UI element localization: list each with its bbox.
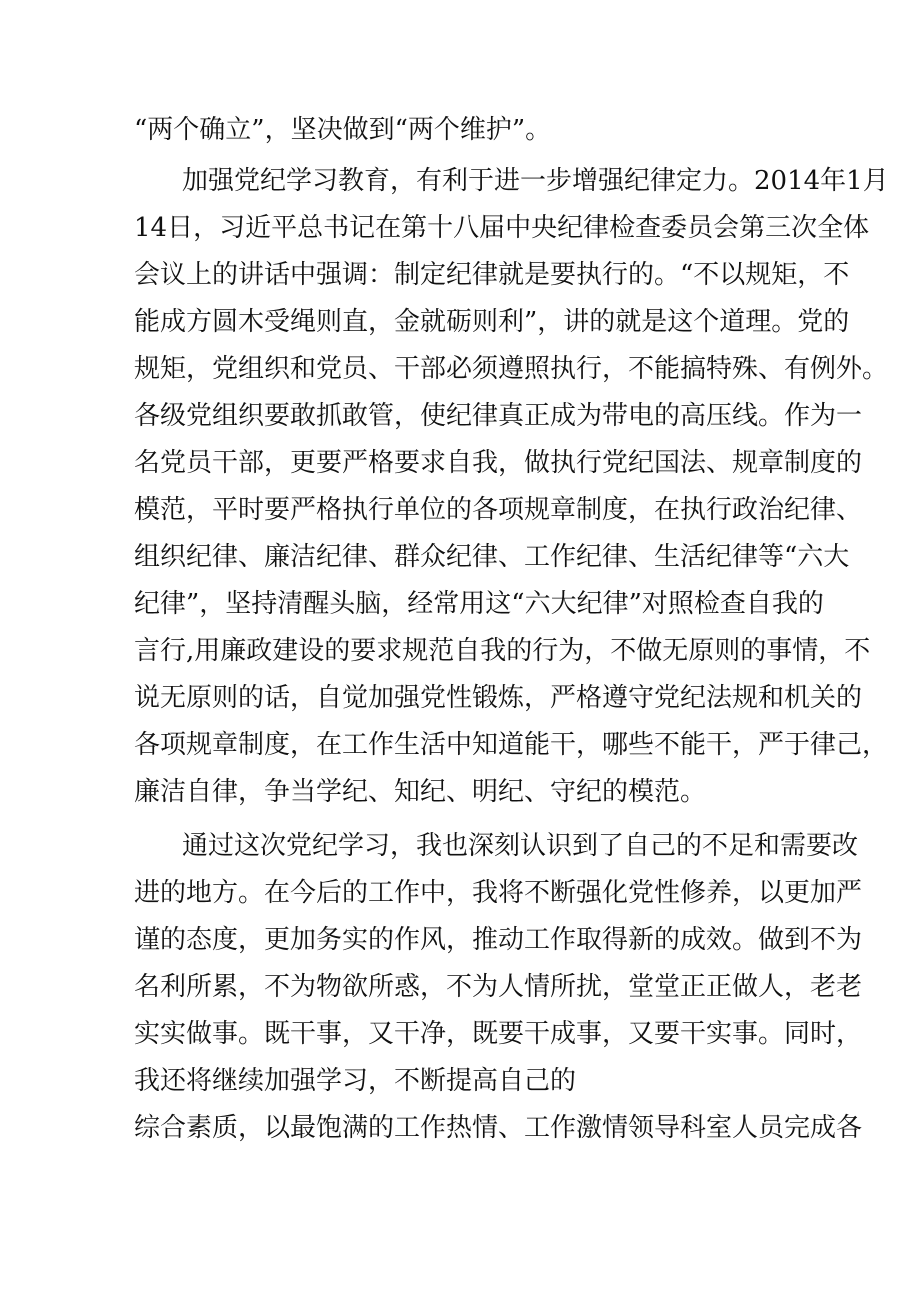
- text-line: 各级党组织要敢抓敢管，使纪律真正成为带电的高压线。作为一: [134, 401, 863, 431]
- text-line: 名党员干部，更要严格要求自我，做执行党纪国法、规章制度的: [134, 448, 863, 478]
- text-line: 谨的态度，更加务实的作风，推动工作取得新的成效。做到不为: [134, 925, 863, 955]
- text-line: 模范，平时要严格执行单位的各项规章制度，在执行政治纪律、: [134, 495, 863, 525]
- text-line: 实实做事。既干事，又干净，既要干成事，又要干实事。同时，: [134, 1019, 863, 1049]
- text-line: 名利所累，不为物欲所惑，不为人情所扰，堂堂正正做人，老老: [134, 972, 863, 1002]
- text-line: 廉洁自律，争当学纪、知纪、明纪、守纪的模范。: [134, 777, 707, 807]
- text-line: 进的地方。在今后的工作中，我将不断强化党性修养，以更加严: [134, 878, 863, 908]
- text-line: 各项规章制度，在工作生活中知道能干，哪些不能干，严于律己，: [134, 730, 889, 760]
- text-line: 言行,用廉政建设的要求规范自我的行为，不做无原则的事情，不: [134, 636, 871, 666]
- paragraph-start-line: 通过这次党纪学习，我也深刻认识到了自己的不足和需要改: [182, 831, 859, 861]
- text-line: 14日，习近平总书记在第十八届中央纪律检查委员会第三次全体: [134, 213, 870, 243]
- text-line: 会议上的讲话中强调：制定纪律就是要执行的。“不以规矩，不: [134, 260, 850, 290]
- paragraph-start-line: 加强党纪学习教育，有利于进一步增强纪律定力。2014年1月: [182, 166, 889, 196]
- text-line: 纪律”，坚持清醒头脑，经常用这“六大纪律”对照检查自我的: [134, 589, 824, 619]
- text-line: 说无原则的话，自觉加强党性锻炼，严格遵守党纪法规和机关的: [134, 683, 863, 713]
- text-line: 我还将继续加强学习，不断提高自己的: [134, 1066, 577, 1096]
- text-line: “两个确立”，坚决做到“两个维护”。: [134, 115, 552, 145]
- text-line: 综合素质，以最饱满的工作热情、工作激情领导科室人员完成各: [134, 1113, 863, 1143]
- text-line: 规矩，党组织和党员、干部必须遵照执行，不能搞特殊、有例外。: [134, 354, 889, 384]
- text-line: 能成方圆木受绳则直，金就砺则利”，讲的就是这个道理。党的: [134, 307, 850, 337]
- text-line: 组织纪律、廉洁纪律、群众纪律、工作纪律、生活纪律等“六大: [134, 542, 850, 572]
